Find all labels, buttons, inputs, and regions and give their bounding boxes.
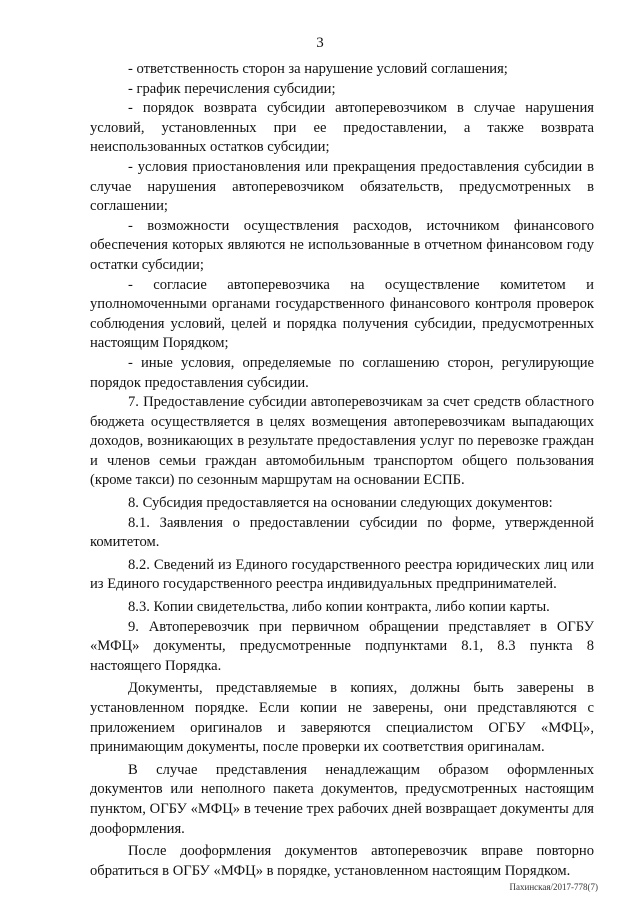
paragraph: - иные условия, определяемые по соглашению сторон, регулирующие порядок предоставления субсидии. [90,354,594,391]
paragraph: Документы, представляемые в копиях, должны быть заверены в установленном порядке. Если копии не заверены, они представляются с приложением оригиналов и заверяются специалистом ОГБУ «МФЦ», принимающим документы, после проверки их соответствия оригиналам. [90,680,594,756]
paragraph: - график перечисления субсидии; [128,80,336,97]
paragraph: 7. Предоставление субсидии автоперевозчикам за счет средств областного бюджета осуществляется в целях возмещения автоперевозчикам выпадающих доходов, возникающих в результате предоставления услуг по перевозке граждан и членов семьи граждан автомобильным транспортом общего пользования (кроме такси) по сезонным маршрутам на основании ЕСПБ. [90,394,594,489]
paragraph: - ответственность сторон за нарушение условий соглашения; [128,61,508,77]
footer-reference: Пахинская/2017-778(7) [509,882,598,892]
paragraph: - условия приостановления или прекращения предоставления субсидии в случае нарушения автоперевозчиком обязательств, предусмотренных в соглашении; [90,158,594,215]
paragraph: - порядок возврата субсидии автоперевозчиком в случае нарушения условий, установленных при ее предоставлении, а также возврата неиспользованных остатков субсидии; [90,100,594,156]
paragraph: 8.1. Заявления о предоставлении субсидии по форме, утвержденной комитетом. [90,514,594,551]
paragraph: 8. Субсидия предоставляется на основании следующих документов: [128,495,553,512]
paragraph: 8.2. Сведений из Единого государственного реестра юридических лиц или из Единого государственного реестра индивидуальных предпринимателей. [90,556,594,593]
paragraph: - согласие автоперевозчика на осуществление комитетом и уполномоченными органами государственного финансового контроля проверок соблюдения условий, целей и порядка получения субсидии, предусмотренных настоящим Порядком; [90,276,594,352]
paragraph: В случае представления ненадлежащим образом оформленных документов или неполного пакета документов, предусмотренных настоящим пунктом, ОГБУ «МФЦ» в течение трех рабочих дней возвращает документы для дооформления. [90,761,594,837]
document-body [90,60,594,881]
page-number: 3 [316,35,324,51]
paragraph: 8.3. Копии свидетельства, либо копии контракта, либо копии карты. [128,599,550,616]
paragraph: После дооформления документов автоперевозчик вправе повторно обратиться в ОГБУ «МФЦ» в порядке, установленном настоящим Порядком. [90,843,594,879]
paragraph: - возможности осуществления расходов, источником финансового обеспечения которых являются не использованные в отчетном финансовом году остатки субсидии; [90,217,594,273]
paragraph: 9. Автоперевозчик при первичном обращении представляет в ОГБУ «МФЦ» документы, предусмотренные подпунктами 8.1, 8.3 пункта 8 настоящего Порядка. [90,618,594,674]
